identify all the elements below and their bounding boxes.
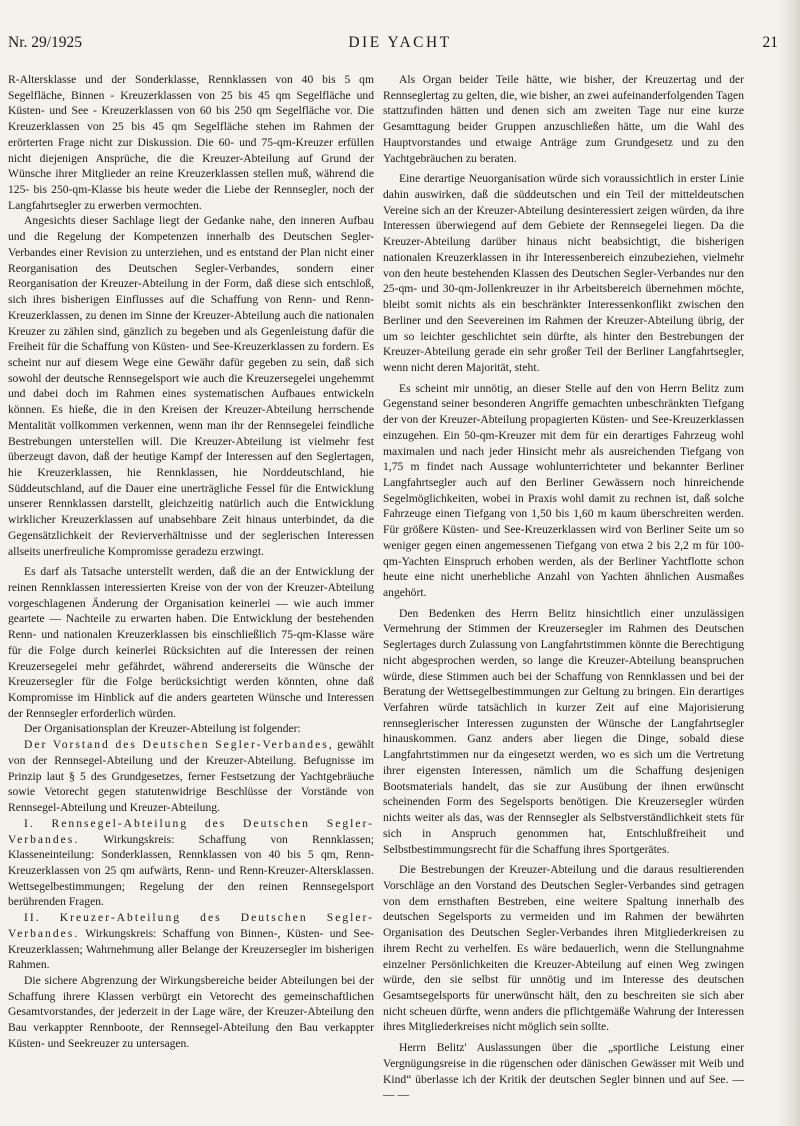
paragraph [8,816,374,910]
paragraph: Als Organ beider Teile hätte, wie bisher, der Kreuzertag und der Rennseglertag zu gelten, die, wie bisher, an zwei aufeinanderfolgenden Tagen stattzufinden hätten und denen sich am zweiten Tage nur eine kurze Gesamttagung beider Gruppen anzuschließen hätte, um die Wahl des Hauptvorstandes und etwaige Anträge zum Grundgesetz und zu den Yachtgebräuchen zu beraten. [383,73,744,165]
page-number: 21 [762,34,778,51]
paragraph [8,737,374,816]
paragraph: Es scheint mir unnötig, an dieser Stelle auf den von Herrn Belitz zum Gegenstand seiner besonderen Angriffe gemachten unbeschränkten Tiefgang der von der Kreuzer-Abteilung propagierten Küsten- und See-Kreuzerklassen einzugehen. Ein 50-qm-Kreuzer mit dem für ein derartiges Fahrzeug wohl maximalen und nach jeder Hinsicht mehr als ausreichenden Tiefgang von 1,75 m findet nach Aussage wohlunterrichteter und bekannter Berliner Langfahrtsegler auch auf den Berliner Gewässern noch hinreichende Segelmöglichkeiten, wobei in Praxis wohl damit zu rechnen ist, daß solche Fahrzeuge einen Tiefgang von 1,50 bis 1,60 m kaum überschreiten werden. Für größere Küsten- und See-Kreuzerklassen wird von Berliner Seite um so weniger gegen einen angemessenen Tiefgang von etwa 2 bis 2,2 m für 100-qm-Yachten Einspruch erhoben werden, als der Berliner Yachtflotte schon heute eine nicht unerhebliche Anzahl von Yachten ähnlichen Ausmaßes angehört. [383,381,744,599]
racing-division-heading: I. Rennsegel-Abteilung des Deutschen Segler-Verbandes. [8,816,374,846]
right-column [383,72,744,1103]
cruiser-division-description: Wirkungskreis: Schaffung von Binnen-, Küsten- und See-Kreuzerklassen; Wahrnehmung aller Belange der Kreuzersegler im bisherigen Rahmen. [8,926,374,972]
page-edge [778,0,800,1126]
paragraph: Den Bedenken des Herrn Belitz hinsichtlich einer unzulässigen Vermehrung der Stimmen der Kreuzersegler im Rahmen des Deutschen Seglertages durch Zulassung von Langfahrtstimmen könnte die Berechtigung nicht abgesprochen werden, so lange die Kreuzer-Abteilung beanspruchen würde, diese Stimmen auch bei der Schaffung von Rennklassen und bei der Beratung der Wettsegelbestimmungen zur Geltung zu bringen. Ein derartiges Verfahren würde tatsächlich in kurzer Zeit auf eine Majorisierung rennseglerischer Interessen zugunsten der Wünsche der Langfahrtsegler hinauskommen. Ganz anders aber liegen die Dinge, sobald diese Langfahrtstimmen nur da eingesetzt werden, wo es sich um die Vertretung ihrer eigensten Interessen, nämlich um die Schaffung desjenigen Bootsmaterials handelt, das sie zur Ausübung der ihnen erwünscht scheinenden Form des Segelsports benötigen. Die Kreuzersegler würden nichts weiter als das, was der Rennsegler als Selbstverständlichkeit stets für sich in Anspruch genommen hat, Entschlußfreiheit und Selbstbestimmungsrecht für die Schaffung ihres Sportgerätes. [383,606,744,856]
cruiser-division-heading: II. Kreuzer-Abteilung des Deutschen Segler-Verbandes. [8,911,374,940]
board-heading: Der Vorstand des Deutschen Segler-Verbandes, [24,738,334,752]
magazine-title: DIE YACHT [348,34,452,51]
left-column [8,72,374,1052]
paragraph: Die Bestrebungen der Kreuzer-Abteilung und die daraus resultierenden Vorschläge an den Vorstand des Deutschen Segler-Verbandes sind getragen von dem ernsthaften Bestreben, eine weitere Spaltung innerhalb des deutschen Segelsports zu vermeiden und im Rahmen der bewährten Organisation des Deutschen Segler-Verbandes ihren Mitgliederkreisen zu ihrem Recht zu verhelfen. Es wäre bedauerlich, wenn die Stellungnahme einzelner Persönlichkeiten die Kreuzer-Abteilung auf einen Weg zwingen würde, den sie selbst für unnötig und im Interesse des deutschen Gesamtsegelsports für unerwünscht hält, den zu beschreiten sie sich aber nicht scheuen dürfte, wenn anders die pflichtgemäße Wahrung der Interessen ihres Mitgliederkreises nicht möglich sein sollte. [383,863,744,1034]
paragraph: Die sichere Abgrenzung der Wirkungsbereiche beider Abteilungen bei der Schaffung ihrere Klassen verbürgt ein Vetorecht des gemeinschaftlichen Gesamtvorstandes, der jederzeit in der Lage wäre, der Kreuzer-Abteilung den Bau verkappter Rennboote, der Rennsegel-Abteilung den Bau verkappter Küsten- und Seekreuzer zu untersagen. [8,973,374,1050]
paragraph: Herrn Belitz' Auslassungen über die „sportliche Leistung einer Vergnügungsreise in die rügenschen oder dänischen Gewässer mit Weib und Kind“ überlasse ich der Kritik der deutschen Segler binnen und auf See. — — — [383,1041,744,1102]
paragraph [8,910,374,973]
paragraph: Eine derartige Neuorganisation würde sich voraussichtlich in erster Linie dahin auswirken, daß die süddeutschen und ein Teil der mitteldeutschen Vereine sich an der Kreuzer-Abteilung desinteressiert zeigen würden, da ihre Interessen überwiegend auf dem Gebiete der Rennsegelei liegen. Da die Kreuzer-Abteilung darüber hinaus nicht beabsichtigt, die bisherigen nationalen Kreuzerklassen in ihr Interessenbereich einzubeziehen, vielmehr von den heute bestehenden Klassen des Deutschen Segler-Verbandes nur den 25-qm- und 30-qm-Jollenkreuzer in ihr Arbeitsbereich übernehmen möchte, bleibt somit nichts als ein beschränkter Interessenkonflikt zwischen den Berliner und den Seevereinen im Rahmen der Kreuzer-Abteilung übrig, der um so leichter geschlichtet sein dürfte, als hinter den Bestrebungen der Kreuzer-Abteilung gerade ein sehr großer Teil der Berliner Langfahrtsegler, wenn nicht deren Majorität, steht. [383,172,744,374]
issue-number: Nr. 29/1925 [8,34,83,51]
paragraph: Es darf als Tatsache unterstellt werden, daß die an der Entwicklung der reinen Rennklassen interessierten Kreise von der von der Kreuzer-Abteilung vorgeschlagenen Änderung der Organisation keinerlei — wie auch immer geartete — Nachteile zu erwarten haben. Die Entwicklung der bestehenden Renn- und nationalen Kreuzerklassen bis einschließlich 75-qm-Klasse wäre für die Folge durch keinerlei Rücksichten auf die Interessen der reinen Kreuzersegelei mehr gefährdet, während andererseits die Wünsche der Kreuzersegler für die Folge berücksichtigt werden könnten, ohne daß Kompromisse im Hinblick auf die anders gearteten Wünsche und Interessen der Rennsegler erforderlich würden. [8,565,374,720]
racing-division-description: Wirkungskreis: Schaffung von Rennklassen; Klasseneinteilung: Sonderklassen, Rennklassen von 40 bis 5 qm, Renn-Kreuzerklassen von 25 qm aufwärts, Renn- und Renn-Kreuzer-Altersklassen. Wettsegelbestimmungen; Regelung der den reinen Rennsegelsport berührenden Fragen. [8,832,374,909]
board-description: gewählt von der Rennsegel-Abteilung und der Kreuzer-Abteilung. Befugnisse im Prinzip laut § 5 des Grundgesetzes, ferner Festsetzung der Yachtgebräuche sowie Vetorecht gegen statutenwidrige Beschlüsse der Vorstände von Rennsegel-Abteilung und Kreuzer-Abteilung. [8,738,374,815]
paragraph: Angesichts dieser Sachlage liegt der Gedanke nahe, den inneren Aufbau und die Regelung der Kompetenzen innerhalb des Deutschen Segler-Verbandes einer Revision zu unterziehen, und es entstand der Plan nicht einer Reorganisation des Deutschen Segler-Verbandes, sondern einer Reorganisation der Kreuzer-Abteilung in der Form, daß diese sich entschloß, sich ihres bisherigen Einflusses auf die Schaffung von Renn- und Renn-Kreuzerklassen, zu denen im Sinne der Kreuzer-Abteilung auch die nationalen Kreuzer zu zählen sind, gänzlich zu begeben und als Gegenleistung dafür die Freiheit für die Schaffung von Küsten- und See-Kreuzerklassen zu fordern. Es scheint nur auf diesem Wege eine Gewähr dafür gegeben zu sein, daß sich sowohl der deutsche Rennsegelsport wie auch die Kreuzersegelei ungehemmt und dabei doch im Rahmen eines systematischen Aufbaues entwickeln können. Es hieße, die in den Kreisen der Kreuzer-Abteilung herrschende Mentalität vollkommen verkennen, wenn man ihr der Rennsegelei feindliche Bestrebungen unterstellen will. Die Kreuzer-Abteilung ist vielmehr fest überzeugt davon, daß der heutige Kampf der Interessen auf den Seglertagen, hie Kreuzerklassen, hie Rennklassen, hie Norddeutschland, hie Süddeutschland, auf die Dauer eine unerträgliche Fessel für die Entwicklung unserer Rennklassen darstellt, gleichzeitig natürlich auch die Entwicklung wirklicher Kreuzerklassen auf unabsehbare Zeit hinaus unterbindet, da die Gegensätzlichkeit der Revierverhältnisse und der seglerischen Interessen allseits unerfreuliche Kompromisse geradezu erzwingt. [8,214,374,558]
page-header [0,34,800,60]
paragraph: R-Altersklasse und der Sonderklasse, Rennklassen von 40 bis 5 qm Segelfläche, Binnen - Kreuzerklassen von 25 bis 45 qm Segelfläche und Küsten- und See - Kreuzerklassen von 60 bis 250 qm Segelfläche vor. Die Kreuzerklassen von 25 bis 45 qm Segelfläche stehen im Rahmen der erörterten Frage nicht zur Diskussion. Die 60- und 75-qm-Kreuzer erfüllen nicht diejenigen Ansprüche, die die Kreuzer-Abteilung auf Grund der Wünsche ihrer Mitglieder an reine Kreuzerklassen stellen muß, während die 125- bis 250-qm-Klasse bis heute weder die Liebe der Rennsegler, noch der Langfahrtsegler zu erwerben vermochten. [8,73,374,212]
paragraph: Der Organisationsplan der Kreuzer-Abteilung ist folgender: [24,722,301,736]
